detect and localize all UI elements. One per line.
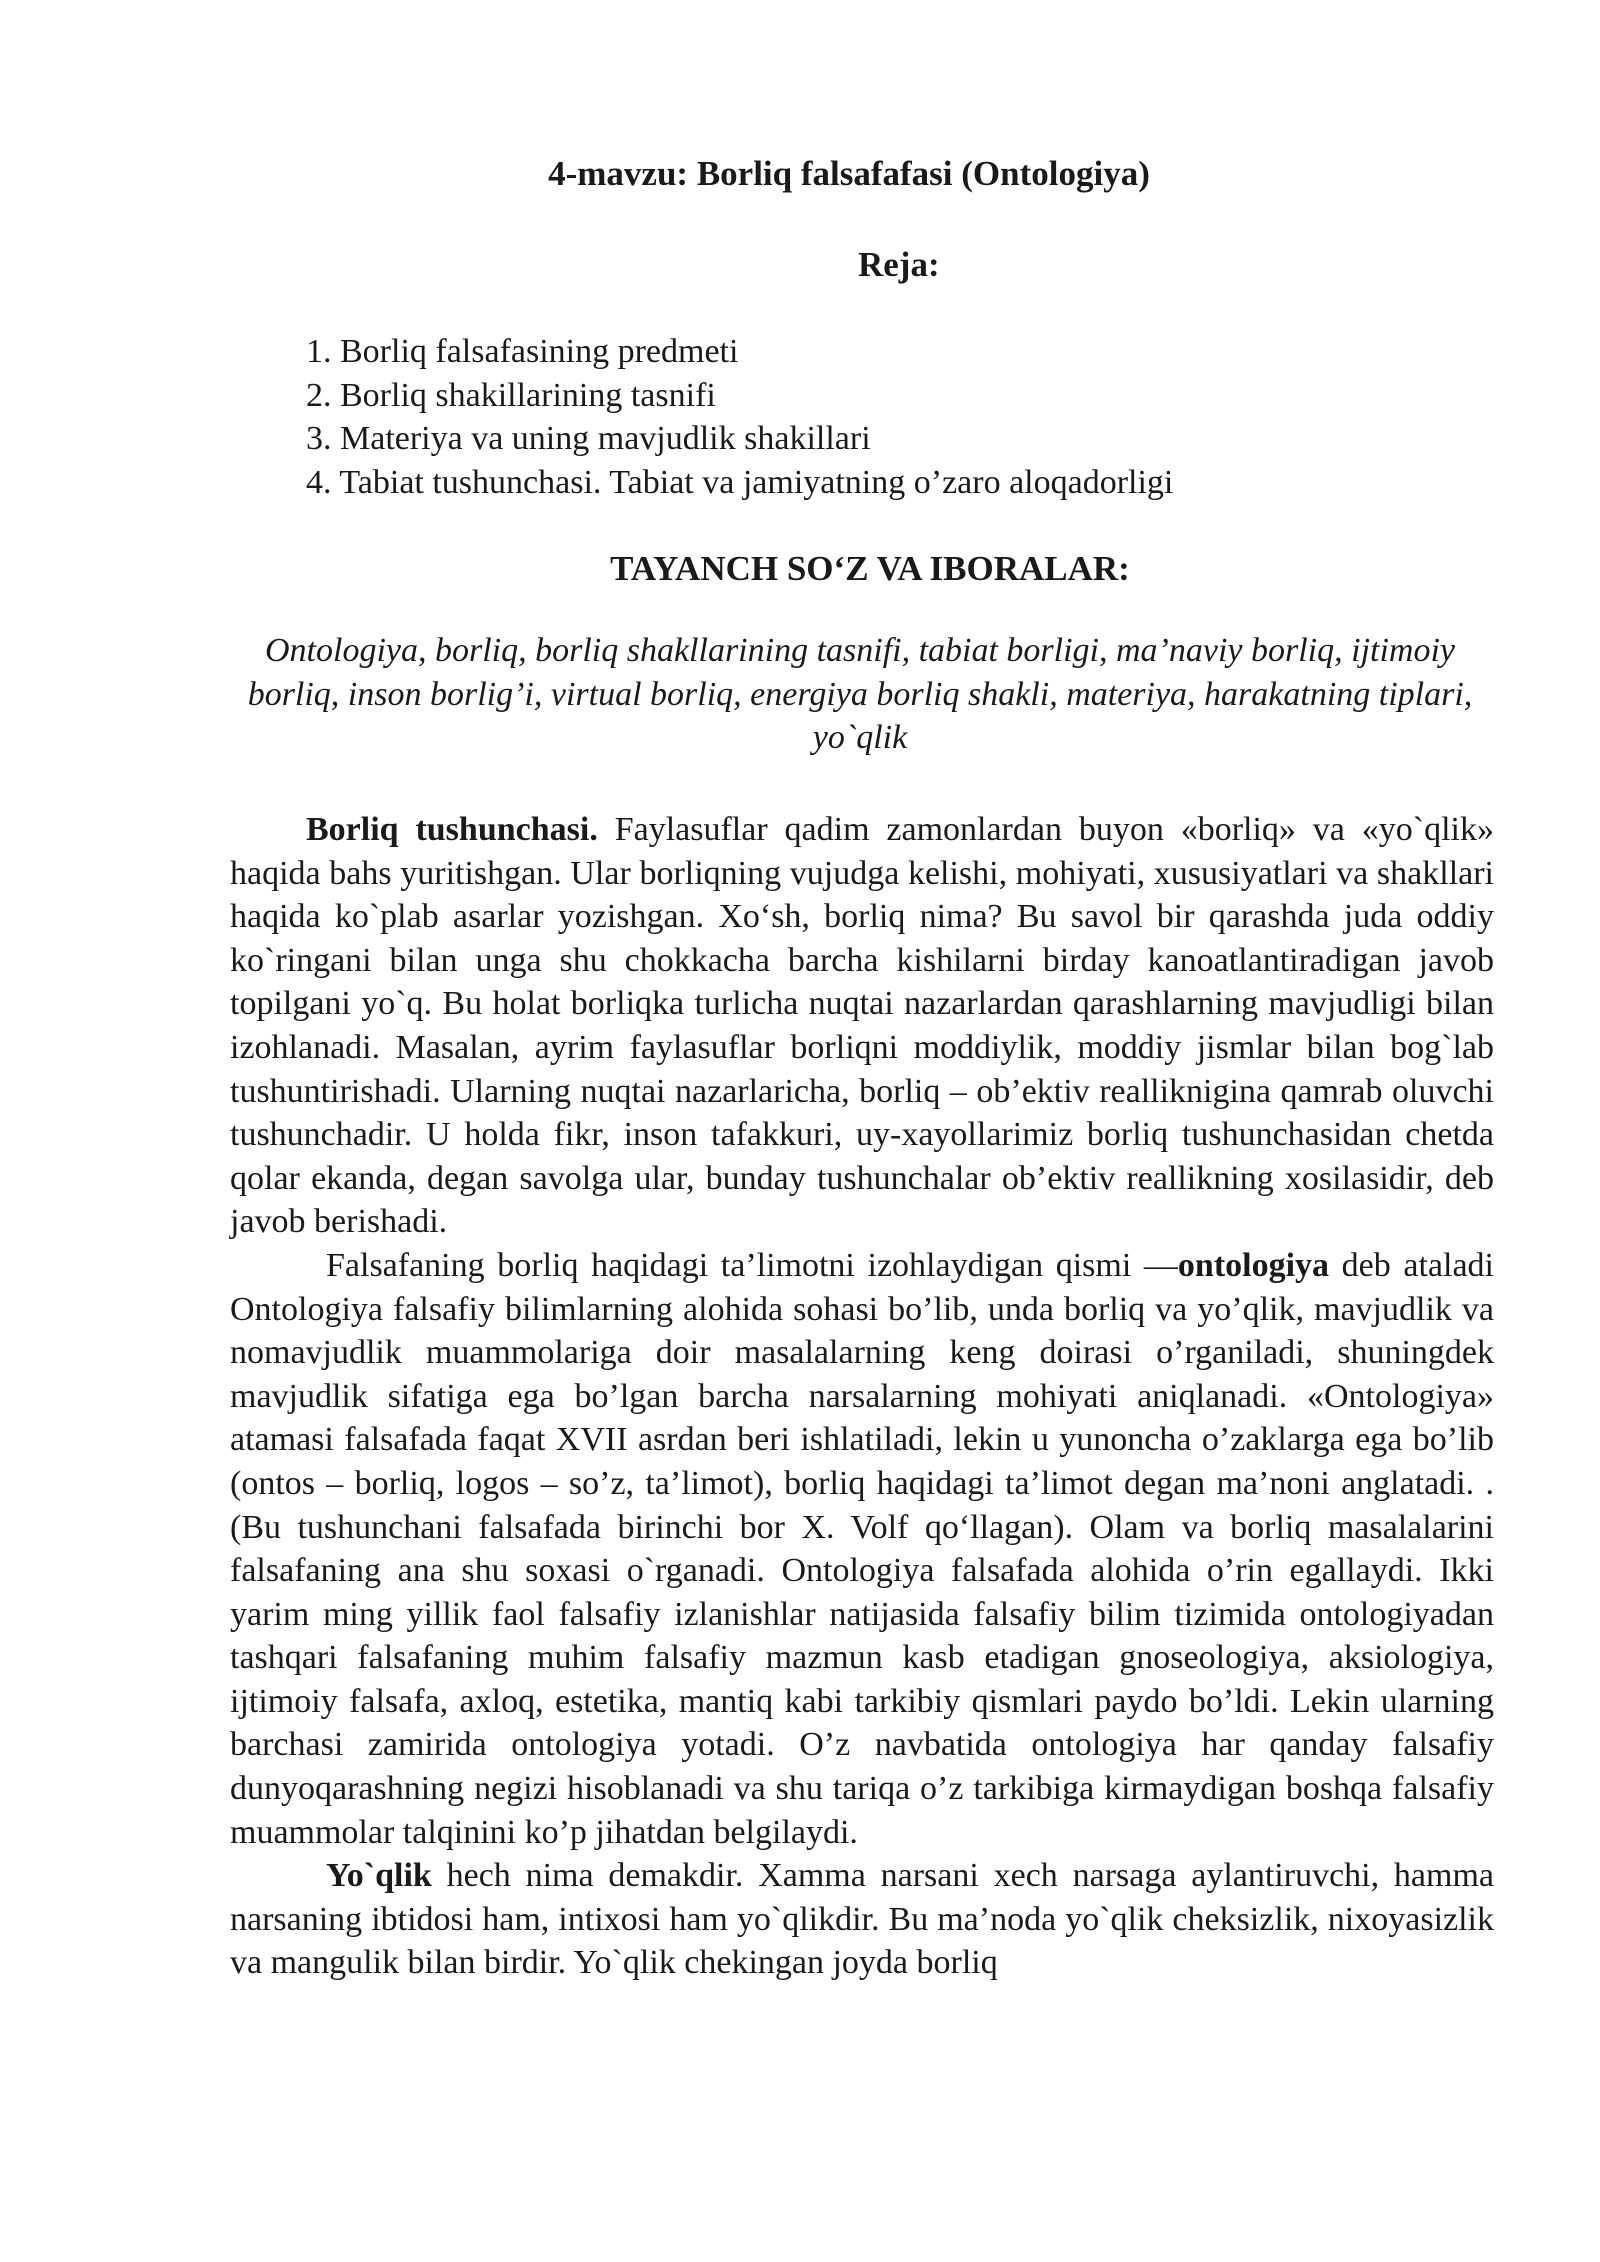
body-text	[230, 808, 1494, 1985]
paragraph-yoqlik	[230, 1854, 1494, 1985]
plan-item: 1. Borliq falsafasining predmeti	[306, 333, 739, 370]
paragraph-borliq-tushunchasi	[230, 808, 1494, 1244]
paragraph-text-after: deb ataladi Ontologiya falsafiy bilimlarning alohida sohasi bo’lib, unda borliq va yo’qlik, mavjudlik va nomavjudlik muammolariga doir masalalarning keng doirasi o’rganiladi, shuningdek mavjudlik sifatiga ega bo’lgan barcha narsalarning mohiyati aniqlanadi. «Ontologiya» atamasi falsafada faqat XVII asrdan beri ishlatiladi, lekin u yunoncha o’zaklarga ega bo’lib (ontos – borliq, logos – so’z, ta’limot), borliq haqidagi ta’limot degan ma’noni anglatadi. . (Bu tushunchani falsafada birinchi bor X. Volf qo‘llagan). Olam va borliq masalalarini falsafaning ana shu soxasi o`rganadi. Ontologiya falsafada alohida o’rin egallaydi. Ikki yarim ming yillik faol falsafiy izlanishlar natijasida falsafiy bilim tizimida ontologiyadan tashqari falsafaning muhim falsafiy mazmun kasb etadigan gnoseologiya, aksiologiya, ijtimoiy falsafa, axloq, estetika, mantiq kabi tarkibiy qismlari paydo bo’ldi. Lekin ularning barchasi zamirida ontologiya yotadi. O’z navbatida ontologiya har qanday falsafiy dunyoqarashning negizi hisoblanadi va shu tariqa o’z tarkibiga kirmaydigan boshqa falsafiy muammolar talqinini ko’p jihatdan belgilaydi.	[230, 1246, 1494, 1851]
plan-item: 4. Tabiat tushunchasi. Tabiat va jamiyatning o’zaro aloqadorligi	[306, 463, 1174, 501]
plan-item: 2. Borliq shakillarining tasnifi	[306, 376, 716, 414]
paragraph-term: ontologiya	[1177, 1246, 1330, 1284]
paragraph-lead: Yo`qlik	[326, 1857, 432, 1895]
plan-list	[306, 330, 1173, 504]
paragraph-text: hech nima demakdir. Xamma narsani xech narsaga aylantiruvchi, hamma narsaning ibtidosi ham, intixosi ham yo`qlikdir. Bu ma’noda yo`qlik cheksizlik, nixoyasizlik va mangulik bilan birdir. Yo`qlik chekingan joyda borliq	[230, 1857, 1494, 1982]
paragraph-lead: Borliq tushunchasi.	[306, 811, 598, 848]
plan-item: 3. Materiya va uning mavjudlik shakillari	[306, 420, 871, 457]
keywords-heading: TAYANCH SO‘Z VA IBORALAR:	[610, 549, 1130, 588]
plan-heading: Reja:	[858, 245, 940, 284]
paragraph-ontologiya	[230, 1244, 1494, 1854]
keywords-text: Ontologiya, borliq, borliq shakllarining tasnifi, tabiat borligi, ma’naviy borliq, ijtimoiy borliq, inson borlig’i, virtual borliq, energiya borliq shakli, materiya, harakatning tiplari, yo`qlik	[247, 632, 1473, 756]
paragraph-text-before: Falsafaning borliq haqidagi ta’limotni izohlaydigan qismi —	[326, 1246, 1178, 1284]
page-title: 4-mavzu: Borliq falsafafasi (Ontologiya)	[548, 154, 1150, 193]
paragraph-text: Faylasuflar qadim zamonlardan buyon «borliq» va «yo`qlik» haqida bahs yuritishgan. Ular borliqning vujudga kelishi, mohiyati, xususiyatlari va shakllari haqida ko`plab asarlar yozishgan. Xo‘sh, borliq nima? Bu savol bir qarashda juda oddiy ko`ringani bilan unga shu chokkacha barcha kishilarni birday kanoatlantiradigan javob topilgani yo`q. Bu holat borliqka turlicha nuqtai nazarlardan qarashlarning mavjudligi bilan izohlanadi. Masalan, ayrim faylasuflar borliqni moddiylik, moddiy jismlar bilan bog`lab tushuntirishadi. Ularning nuqtai nazarlaricha, borliq – ob’ektiv reallikniginа qamrab oluvchi tushunchadir. U holda fikr, inson tafakkuri, uy-xayollarimiz borliq tushunchasidan chetda qolar ekanda, degan savolga ular, bunday tushunchalar ob’ektiv reallikning xosilasidir, deb javob berishadi.	[230, 811, 1494, 1241]
